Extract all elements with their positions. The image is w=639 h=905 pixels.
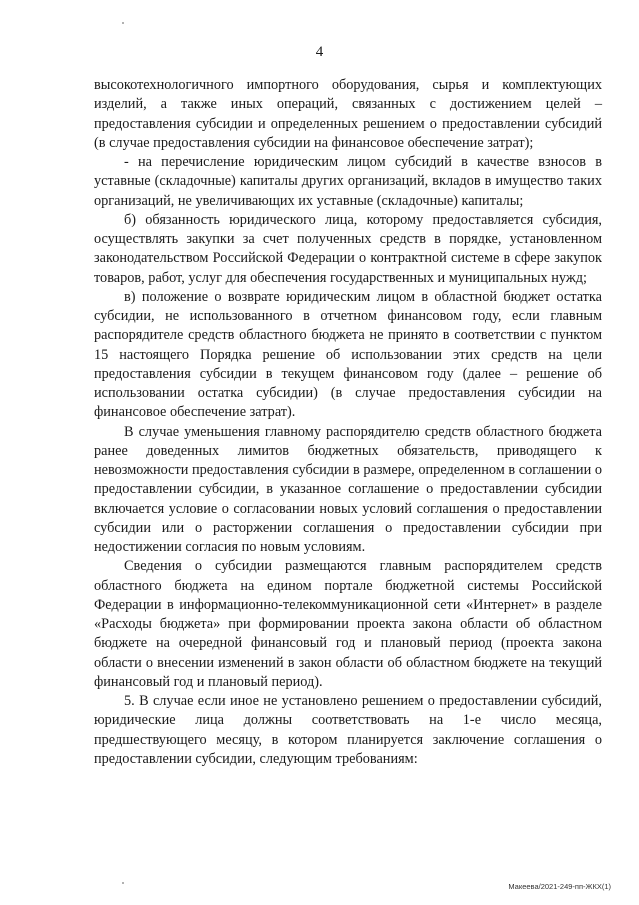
paragraph-subsidy-information: Сведения о субсидии размещаются главным распорядителем средств областного бюджета на едином портале бюджетной системы Российской Федерации в информационно-телекоммуникационной сети «Интернет» в разделе «Расходы бюджета» при формировании проекта закона области об областном бюджете на очередной финансовый год и плановый период (проекта закона области о внесении изменений в закон области об областном бюджете на текущий финансовый год и плановый период).	[94, 558, 602, 690]
paragraph-item-v: в) положение о возврате юридическим лицом в областной бюджет остатка субсидии, не использованного в отчетном финансовом году, если главным распорядителе средств областного бюджета не принято в соответствии с пунктом 15 настоящего Порядка решение об использовании этих средств на цели предоставления субсидии в текущем финансовом году (далее – решение об использовании остатка субсидии) (в случае предоставления субсидии на финансовое обеспечение затрат).	[94, 288, 602, 421]
paragraph-budget-reduction: В случае уменьшения главному распорядителю средств областного бюджета ранее доведенных лимитов бюджетных обязательств, приводящего к невозможности предоставления субсидии в размере, определенном в соглашении о предоставлении субсидии, в указанное соглашение о предоставлении субсидии включается условие о согласовании новых условий соглашения о предоставлении субсидии или о расторжении соглашения о предоставлении субсидии при недостижении согласия по новым условиям.	[94, 423, 602, 555]
paragraph-item-5: 5. В случае если иное не установлено решением о предоставлении субсидий, юридические лица должны соответствовать на 1-е число месяца, предшествующего месяцу, в котором планируется заключение соглашения о предоставлении субсидии, следующим требованиям:	[94, 693, 602, 767]
document-reference: Макеева/2021-249-пп-ЖКХ(1)	[508, 882, 611, 891]
paragraph-continuation: высокотехнологичного импортного оборудования, сырья и комплектующих изделий, а также иных операций, связанных с достижением целей – предоставления субсидии и определенных решением о предоставлении субсидий (в случае предоставления субсидии на финансовое обеспечение затрат);	[94, 77, 602, 151]
document-body	[94, 76, 602, 769]
page-number: 4	[315, 44, 324, 60]
scan-speck	[122, 22, 124, 24]
paragraph-transfer-contributions: - на перечисление юридическим лицом субсидий в качестве взносов в уставные (складочные) капиталы других организаций, вкладов в имущество таких организаций, не увеличивающих их уставные (складочные) капиталы;	[94, 154, 602, 209]
paragraph-item-b: б) обязанность юридического лица, которому предоставляется субсидия, осуществлять закупки за счет полученных средств в порядке, установленном законодательством Российской Федерации о контрактной системе в сфере закупок товаров, работ, услуг для обеспечения государственных и муниципальных нужд;	[94, 211, 602, 286]
scan-speck	[122, 882, 124, 884]
